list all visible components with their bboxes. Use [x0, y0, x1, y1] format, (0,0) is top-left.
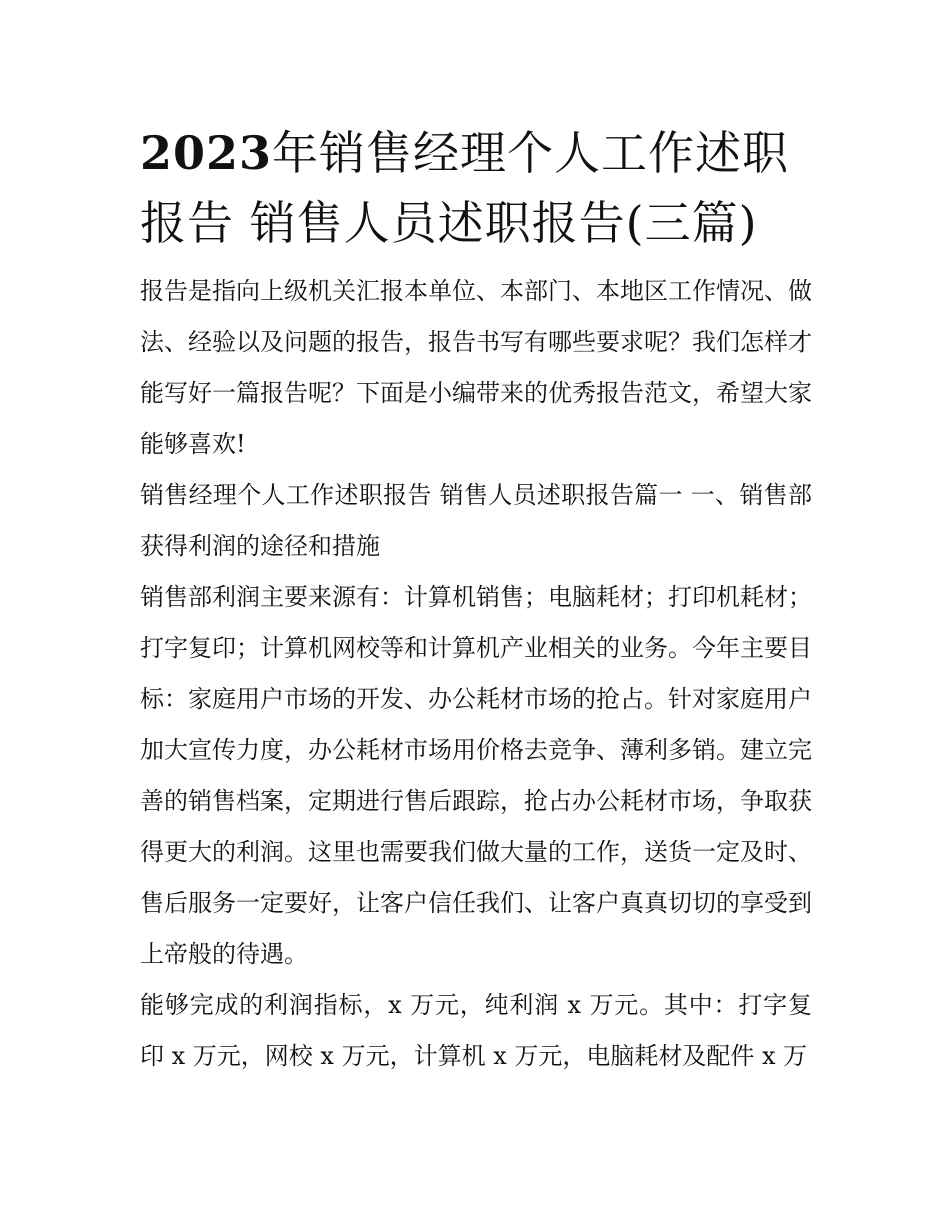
section-heading-paragraph: 销售经理个人工作述职报告 销售人员述职报告篇一 一、销售部获得利润的途径和措施	[140, 481, 812, 560]
title-text: 年销售经理个人工作述职报告 销售人员述职报告(三篇)	[140, 126, 790, 250]
profit-sources-paragraph: 销售部利润主要来源有：计算机销售；电脑耗材；打印机耗材；打字复印；计算机网校等和计算机产业相关的业务。今年主要目标：家庭用户市场的开发、办公耗材市场的抢占。针对家庭用户加大宣传力度，办公耗材市场用价格去竞争、薄利多销。建立完善的销售档案，定期进行售后跟踪，抢占办公耗材市场，争取获得更大的利润。这里也需要我们做大量的工作，送货一定及时、售后服务一定要好，让客户信任我们、让客户真真切切的享受到上帝般的待遇。	[140, 583, 812, 968]
profit-targets-paragraph: 能够完成的利润指标，x 万元，纯利润 x 万元。其中：打字复印 x 万元，网校 x 万元，计算机 x 万元，电脑耗材及配件 x 万	[140, 991, 812, 1070]
title-year: 2023	[140, 126, 273, 180]
intro-paragraph: 报告是指向上级机关汇报本单位、本部门、本地区工作情况、做法、经验以及问题的报告，报告书写有哪些要求呢？我们怎样才能写好一篇报告呢？下面是小编带来的优秀报告范文，希望大家能够喜欢!	[140, 277, 812, 458]
document-page	[140, 118, 812, 1082]
document-title	[140, 118, 812, 258]
